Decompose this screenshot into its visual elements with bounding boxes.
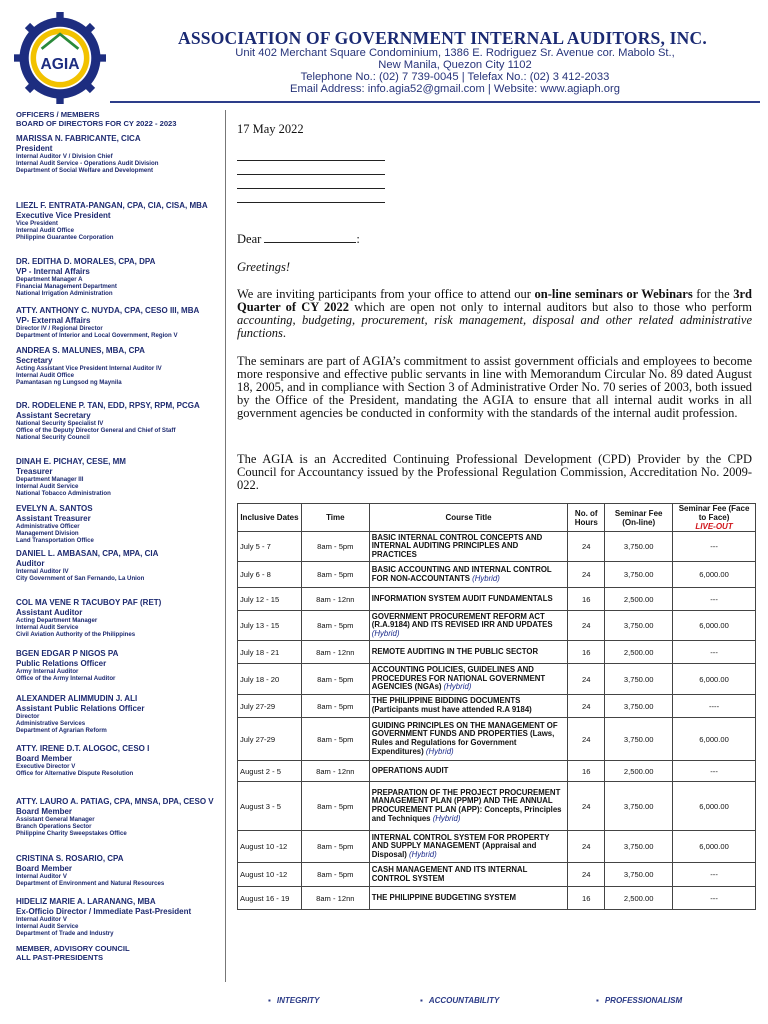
officer-detail: Department of Social Welfare and Development [16,167,154,175]
salutation-colon: : [356,232,360,246]
cell-fee-online: 2,500.00 [605,887,673,910]
officer-entry [16,306,226,339]
cell-fee-online: 3,750.00 [605,831,673,863]
cell-fee-f2f: --- [673,761,756,782]
officer-detail: Internal Auditor V / Division Chief [16,153,113,160]
cell-fee-f2f: 6,000.00 [673,611,756,641]
officer-entry [16,897,226,938]
officer-name: ATTY. ANTHONY C. NUYDA, CPA, CESO III, MBA [16,306,200,315]
cell-time: 8am - 5pm [301,695,369,718]
officer-detail: Department of Interior and Local Government, Region V [16,332,178,340]
cell-course-title [369,588,568,611]
officer-detail: Department Manager A [16,276,83,283]
agia-logo [14,12,106,104]
cell-hours: 24 [568,863,605,887]
officer-detail: Acting Department Manager [16,617,98,624]
officer-name: MARISSA N. FABRICANTE, CICA [16,134,141,143]
officer-detail: Department of Trade and Industry [16,930,114,938]
hybrid-tag: (Hybrid) [409,849,437,859]
officer-name: DR. EDITHA D. MORALES, CPA, DPA [16,257,156,266]
table-row [238,562,756,588]
officer-detail: Acting Assistant Vice President Internal Auditor IV [16,365,162,372]
officer-detail: Management Division [16,530,79,538]
col-header-course: Course Title [369,504,568,532]
officer-detail: Department of Agrarian Reform [16,727,107,735]
officer-detail: Assistant General Manager [16,816,95,823]
advisory-line-2: ALL PAST-PRESIDENTS [16,953,104,962]
cell-dates: July 27-29 [238,695,302,718]
cell-hours: 24 [568,695,605,718]
officer-position: Assistant Public Relations Officer [16,703,145,713]
cell-hours: 16 [568,887,605,910]
sidebar-divider [225,110,226,982]
table-header-row [238,504,756,532]
cell-fee-f2f: 6,000.00 [673,562,756,588]
course-title-text: BASIC INTERNAL CONTROL CONCEPTS AND INTERNAL AUDITING PRINCIPLES AND PRACTICES [371,532,543,559]
phone-line: Telephone No.: (02) 7 739-0045 | Telefax No.: (02) 3 412-2033 [300,71,610,83]
cell-course-title [369,863,568,887]
officer-name: ALEXANDER ALIMMUDIN J. ALI [16,694,138,703]
live-out-label: LIVE-OUT [695,522,733,531]
officer-name: DANIEL L. AMBASAN, CPA, MPA, CIA [16,549,159,558]
officer-position: Secretary [16,355,53,365]
recipient-blank-line [237,188,385,189]
officer-position: Assistant Secretary [16,410,91,420]
cell-time: 8am - 12nn [301,761,369,782]
officer-entry [16,134,226,175]
officer-detail: Office of the Deputy Director General and Chief of Staff [16,427,176,435]
officer-detail: Internal Audit Office [16,227,75,235]
cell-dates: July 13 - 15 [238,611,302,641]
officer-detail: Internal Auditor IV [16,568,69,575]
cell-fee-f2f: --- [673,641,756,664]
fee-f2f-label: Seminar Fee (Face to Face) [678,504,750,522]
officer-detail: Director IV / Regional Director [16,325,103,332]
col-header-time: Time [301,504,369,532]
table-row [238,831,756,863]
cell-fee-online: 3,750.00 [605,863,673,887]
officer-position: Executive Vice President [16,210,111,220]
footer-bullet: ▪ [268,996,271,1005]
header-divider [110,101,760,103]
course-title-text: OPERATIONS AUDIT [371,765,449,775]
footer-integrity [268,996,320,1005]
officer-position: Board Member [16,863,73,873]
cell-time: 8am - 5pm [301,664,369,695]
seminar-schedule-table [237,503,756,910]
course-title-text: THE PHILIPPINE BIDDING DOCUMENTS (Participants must have attended R.A 9184) [371,696,532,714]
officer-name: LIEZL F. ENTRATA-PANGAN, CPA, CIA, CISA, MBA [16,201,208,210]
salutation [237,232,360,247]
cell-time: 8am - 5pm [301,562,369,588]
officer-entry [16,598,226,639]
officer-detail: National Security Council [16,434,90,442]
footer-professionalism [596,996,682,1005]
officer-detail: Internal Auditor V [16,873,67,880]
table-row [238,718,756,761]
officer-name: ATTY. IRENE D.T. ALOGOC, CESO I [16,744,150,753]
course-title-text: REMOTE AUDITING IN THE PUBLIC SECTOR [371,646,539,656]
officer-detail: Civil Aviation Authority of the Philippines [16,631,136,639]
cell-fee-online: 3,750.00 [605,611,673,641]
officer-entry [16,694,226,735]
course-title-text: GOVERNMENT PROCUREMENT REFORM ACT (R.A.9184) AND ITS REVISED IRR AND UPDATES [371,611,553,630]
officer-entry [16,549,226,582]
cell-dates: July 6 - 8 [238,562,302,588]
officer-name: EVELYN A. SANTOS [16,504,93,513]
p1-text: . [282,326,286,340]
salutation-blank [264,232,356,243]
cell-dates: August 3 - 5 [238,782,302,831]
hybrid-tag: (Hybrid) [432,813,461,823]
p1-text: for the [692,287,734,301]
cell-time: 8am - 5pm [301,718,369,761]
cell-course-title [369,641,568,664]
officer-entry [16,504,226,545]
officers-sidebar [16,110,222,980]
cell-dates: July 18 - 20 [238,664,302,695]
course-title-text: INFORMATION SYSTEM AUDIT FUNDAMENTALS [371,593,553,603]
cell-dates: July 18 - 21 [238,641,302,664]
officer-detail: Vice President [16,220,58,227]
cell-dates: July 5 - 7 [238,532,302,562]
cell-course-title [369,664,568,695]
officer-entry [16,257,226,298]
officer-name: DINAH E. PICHAY, CESE, MM [16,457,126,466]
cell-dates: August 10 -12 [238,863,302,887]
col-header-fee-f2f [673,504,756,532]
officer-detail: Department of Environment and Natural Resources [16,880,165,888]
officer-detail: Financial Management Department [16,283,117,291]
officer-entry [16,649,226,682]
advisory-council [16,944,130,962]
cell-hours: 24 [568,782,605,831]
p1-bold-webinars: on-line seminars or Webinars [534,287,693,301]
officer-detail: City Government of San Fernando, La Union [16,575,145,583]
address-line-1: Unit 402 Merchant Square Condominium, 1386 E. Rodriguez Sr. Avenue cor. Mabolo St., [235,47,675,59]
officer-detail: Internal Auditor V [16,916,67,923]
table-row [238,695,756,718]
officer-detail: Internal Audit Service - Operations Audit Division [16,160,159,168]
officer-detail: Army Internal Auditor [16,668,79,675]
cell-hours: 24 [568,562,605,588]
cell-course-title [369,761,568,782]
p1-bold-quarter: 3rd Quarter of CY 2022 [237,287,752,314]
cell-fee-f2f: 6,000.00 [673,782,756,831]
officer-entry [16,457,226,498]
cell-fee-online: 3,750.00 [605,532,673,562]
cell-time: 8am - 5pm [301,863,369,887]
table-row [238,863,756,887]
cell-hours: 24 [568,532,605,562]
paragraph-commitment: The seminars are part of AGIA’s commitment to assist government officials and employees to become more responsive and effective public servants in line with Memorandum Circular No. 89 dated August 18, 2005, and in compliance with Section 3 of Administrative Order No. 70 series of 2003, both issued by the Office of the President, mandating the AGIA to ensure that all internal audit works in all government agencies be conducted in conformity with the standards of the internal audit profession. [237,354,752,420]
cell-fee-f2f: 6,000.00 [673,831,756,863]
footer-accountability [420,996,499,1005]
hybrid-tag: (Hybrid) [472,573,500,583]
cell-hours: 24 [568,611,605,641]
cell-fee-f2f: --- [673,588,756,611]
cell-time: 8am - 5pm [301,831,369,863]
officer-entry [16,401,226,442]
recipient-blank-line [237,160,385,161]
officer-position: Assistant Treasurer [16,513,91,523]
cell-course-title [369,532,568,562]
table-row [238,611,756,641]
cell-course-title [369,718,568,761]
officer-detail: Director [16,713,40,720]
paragraph-accreditation: The AGIA is an Accredited Continuing Professional Development (CPD) Provider by the CPD Council for Accountancy issued by the Professional Regulation Commission, Accreditation No. 2009-022. [237,452,752,492]
course-title-text: CASH MANAGEMENT AND ITS INTERNAL CONTROL SYSTEM [371,864,528,883]
cell-course-title [369,782,568,831]
officer-position: VP - Internal Affairs [16,266,90,276]
cell-fee-online: 2,500.00 [605,761,673,782]
officer-position: VP- External Affairs [16,315,91,325]
logo-lettering: AGIA [40,56,80,74]
officer-name: BGEN EDGAR P NIGOS PA [16,649,119,658]
cell-dates: August 16 - 19 [238,887,302,910]
recipient-blank-line [237,202,385,203]
course-title-text: ACCOUNTING POLICIES, GUIDELINES AND PROCEDURES FOR NATIONAL GOVERNMENT AGENCIES (NGAs) [371,665,546,692]
cell-time: 8am - 12nn [301,641,369,664]
cell-time: 8am - 12nn [301,887,369,910]
footer-label: INTEGRITY [276,996,320,1005]
cell-fee-f2f: 6,000.00 [673,664,756,695]
letter-date: 17 May 2022 [237,122,304,136]
officer-detail: Executive Director V [16,763,76,770]
cell-dates: August 2 - 5 [238,761,302,782]
officer-detail: National Tobacco Administration [16,490,111,498]
officer-name: DR. RODELENE P. TAN, EDD, RPSY, RPM, PCGA [16,401,200,410]
paragraph-invitation [237,288,752,340]
officer-position: Assistant Auditor [16,607,83,617]
organization-name: ASSOCIATION OF GOVERNMENT INTERNAL AUDITORS, INC. [178,28,707,48]
officer-detail: Administrative Services [16,720,86,728]
course-title-text: GUIDING PRINCIPLES ON THE MANAGEMENT OF GOVERNMENT FUNDS AND PROPERTIES (Laws, Rules and Regulations for Government Expenditures) [371,720,558,756]
officer-position: President [16,143,53,153]
footer-bullet: ▪ [420,996,423,1005]
officer-position: Treasurer [16,466,53,476]
cell-fee-f2f: --- [673,887,756,910]
footer-label: ACCOUNTABILITY [428,996,500,1005]
cell-course-title [369,562,568,588]
officer-detail: Office for Alternative Dispute Resolution [16,770,134,778]
cell-fee-f2f: --- [673,863,756,887]
cell-fee-online: 3,750.00 [605,695,673,718]
cell-fee-online: 3,750.00 [605,782,673,831]
advisory-line-1: MEMBER, ADVISORY COUNCIL [16,944,130,953]
cell-fee-online: 3,750.00 [605,562,673,588]
officer-detail: Department Manager III [16,476,84,483]
officer-detail: Administrative Officer [16,523,80,530]
cell-hours: 24 [568,831,605,863]
col-header-dates: Inclusive Dates [238,504,302,532]
table-row [238,641,756,664]
officer-name: HIDELIZ MARIE A. LARANANG, MBA [16,897,156,906]
cell-fee-f2f: ---- [673,695,756,718]
cell-course-title [369,887,568,910]
officer-name: ANDREA S. MALUNES, MBA, CPA [16,346,145,355]
cell-dates: July 12 - 15 [238,588,302,611]
recipient-blank-line [237,174,385,175]
officer-position: Ex-Officio Director / Immediate Past-President [16,906,192,916]
cell-fee-online: 3,750.00 [605,664,673,695]
table-row [238,588,756,611]
cell-time: 8am - 5pm [301,532,369,562]
cell-time: 8am - 12nn [301,588,369,611]
table-row [238,761,756,782]
table-row [238,664,756,695]
officer-entry [16,201,226,242]
officer-detail: Internal Audit Service [16,923,79,931]
col-header-hours: No. of Hours [568,504,605,532]
cell-course-title [369,831,568,863]
course-title-text: THE PHILIPPINE BUDGETING SYSTEM [371,892,517,902]
officer-position: Public Relations Officer [16,658,107,668]
officer-detail: National Security Specialist IV [16,420,104,427]
salutation-word: Dear [237,232,262,246]
officer-entry [16,797,226,838]
greeting: Greetings! [237,260,290,274]
p1-text: We are inviting participants from your office to attend our [237,287,535,301]
letterhead [0,0,768,108]
cell-hours: 16 [568,588,605,611]
hybrid-tag: (Hybrid) [425,746,454,756]
officer-detail: Branch Operations Sector [16,823,92,831]
cell-dates: July 27-29 [238,718,302,761]
cell-fee-f2f: 6,000.00 [673,718,756,761]
cell-hours: 16 [568,761,605,782]
cell-fee-online: 3,750.00 [605,718,673,761]
address-line-2: New Manila, Quezon City 1102 [378,59,532,71]
officer-entry [16,744,226,777]
officer-name: ATTY. LAURO A. PATIAG, CPA, MNSA, DPA, CESO V [16,797,214,806]
officer-detail: Philippine Guarantee Corporation [16,234,114,242]
officer-entry [16,854,226,887]
cell-time: 8am - 5pm [301,782,369,831]
course-title-text: PREPARATION OF THE PROJECT PROCUREMENT MANAGEMENT PLAN (PPMP) AND THE ANNUAL PROCUREMENT PLAN (APP): Concepts, Principles and Techniques [371,787,562,823]
table-row [238,532,756,562]
cell-dates: August 10 -12 [238,831,302,863]
email-line: Email Address: info.agia52@gmail.com | Website: www.agiaph.org [290,83,620,95]
cell-hours: 16 [568,641,605,664]
course-title-text: INTERNAL CONTROL SYSTEM FOR PROPERTY AND SUPPLY MANAGEMENT (Appraisal and Disposal) [371,832,550,859]
cell-hours: 24 [568,718,605,761]
table-row [238,887,756,910]
cell-course-title [369,611,568,641]
p1-text: which are open not only to internal auditors but also to those who perform [349,300,752,314]
p1-italic-functions: accounting, budgeting, procurement, risk management, disposal and other related administrative functions [237,313,752,340]
table-row [238,782,756,831]
cell-hours: 24 [568,664,605,695]
officer-name: CRISTINA S. ROSARIO, CPA [16,854,124,863]
officer-position: Board Member [16,753,73,763]
sidebar-heading-2: BOARD OF DIRECTORS FOR CY 2022 - 2023 [16,119,177,128]
officer-detail: Internal Audit Service [16,624,79,632]
officer-detail: Internal Audit Office [16,372,75,380]
cell-course-title [369,695,568,718]
officer-detail: Office of the Army Internal Auditor [16,675,116,683]
col-header-fee-online: Seminar Fee (On-line) [605,504,673,532]
officer-detail: National Irrigation Administration [16,290,113,298]
footer-bullet: ▪ [596,996,599,1005]
hybrid-tag: (Hybrid) [443,682,472,692]
cell-fee-f2f: --- [673,532,756,562]
officer-detail: Internal Audit Service [16,483,79,491]
officer-name: COL MA VENE R TACUBOY PAF (RET) [16,598,162,607]
officer-position: Auditor [16,558,45,568]
cell-fee-online: 2,500.00 [605,641,673,664]
hybrid-tag: (Hybrid) [371,628,400,638]
officer-position: Board Member [16,806,73,816]
sidebar-heading-1: OFFICERS / MEMBERS [16,110,100,119]
officer-detail: Pamantasan ng Lungsod ng Maynila [16,379,122,387]
cell-time: 8am - 5pm [301,611,369,641]
footer-label: PROFESSIONALISM [604,996,683,1005]
officer-detail: Land Transportation Office [16,537,94,545]
officer-detail: Philippine Charity Sweepstakes Office [16,830,127,838]
officer-entry [16,346,226,387]
course-title-text: BASIC ACCOUNTING AND INTERNAL CONTROL FOR NON-ACCOUNTANTS [371,564,552,583]
cell-fee-online: 2,500.00 [605,588,673,611]
